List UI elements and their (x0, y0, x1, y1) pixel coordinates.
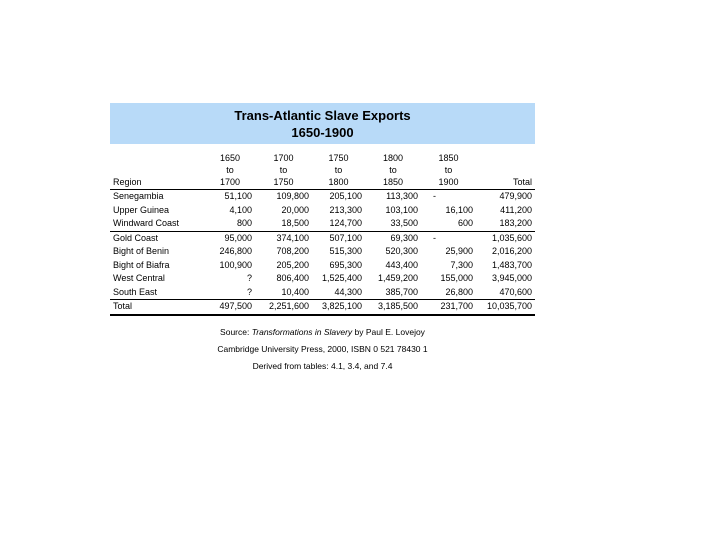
value-cell: - (433, 232, 436, 243)
value-cell: 806,400 (276, 273, 309, 284)
total-cell: 470,600 (499, 286, 532, 297)
table-row (110, 231, 535, 245)
value-cell: 16,100 (445, 204, 473, 215)
region-cell: Bight of Benin (113, 246, 170, 257)
value-cell: 7,300 (450, 259, 473, 270)
value-cell: 44,300 (334, 286, 362, 297)
region-cell: Senegambia (113, 191, 164, 202)
value-cell: 213,300 (329, 204, 362, 215)
value-cell: 113,300 (386, 191, 418, 202)
table-row (110, 190, 535, 204)
column-header-period-3: 1750 to 1800 (328, 153, 349, 187)
table-row (110, 217, 535, 231)
value-cell: 20,000 (281, 204, 309, 215)
value-cell: 374,100 (276, 232, 309, 243)
value-cell: 18,500 (281, 218, 309, 229)
table-row (110, 245, 535, 259)
column-header-total: Total (512, 177, 532, 187)
total-cell: 3,945,000 (491, 273, 532, 284)
value-cell: 100,900 (219, 259, 252, 270)
value-cell: 109,800 (276, 191, 309, 202)
region-cell: Windward Coast (113, 218, 180, 229)
value-cell: 515,300 (329, 246, 362, 257)
region-cell: Upper Guinea (113, 204, 170, 215)
total-cell: 1,035,600 (491, 232, 532, 243)
table-row (110, 259, 535, 273)
value-cell: 51,100 (224, 191, 252, 202)
region-cell: South East (113, 286, 158, 297)
total-cell: 183,200 (499, 218, 532, 229)
table-row (110, 272, 535, 286)
value-cell: 155,000 (440, 273, 473, 284)
column-header-region: Region (113, 177, 142, 187)
total-cell: 1,483,700 (491, 259, 532, 270)
value-cell: 497,500 (219, 301, 252, 312)
value-cell: 708,200 (276, 246, 309, 257)
column-header-period-1: 1650 to 1700 (219, 153, 241, 187)
value-cell: - (433, 191, 436, 202)
derived-from-line: Derived from tables: 4.1, 3.4, and 7.4 (252, 360, 393, 371)
region-cell: Bight of Biafra (113, 259, 170, 270)
title-band (110, 103, 535, 144)
value-cell: 231,700 (440, 301, 473, 312)
total-cell: 411,200 (500, 204, 532, 215)
table-body (110, 190, 535, 315)
total-cell: 479,900 (499, 191, 532, 202)
column-header-period-2: 1700 to 1750 (273, 153, 294, 187)
value-cell: 205,200 (276, 259, 309, 270)
value-cell: 4,100 (229, 204, 252, 215)
region-cell: West Central (113, 273, 165, 284)
value-cell: 33,500 (390, 218, 418, 229)
source-caption (110, 324, 535, 375)
value-cell: 385,700 (385, 286, 418, 297)
total-row (110, 300, 535, 315)
value-cell: ? (246, 273, 252, 284)
source-book-title: Transformations in Slavery (251, 326, 353, 337)
spreadsheet-table-area (110, 103, 535, 375)
value-cell: 800 (236, 218, 252, 229)
region-cell: Gold Coast (113, 232, 159, 243)
value-cell: 3,185,500 (377, 301, 418, 312)
value-cell: 25,900 (445, 246, 473, 257)
value-cell: 1,459,200 (377, 273, 418, 284)
value-cell: 95,000 (224, 232, 252, 243)
value-cell: 103,100 (385, 204, 418, 215)
value-cell: 124,700 (329, 218, 362, 229)
column-header-period-5: 1850 to 1900 (438, 153, 459, 187)
value-cell: 443,400 (385, 259, 418, 270)
total-label: Total (113, 301, 133, 312)
total-cell: 2,016,200 (491, 246, 532, 257)
value-cell: 695,300 (329, 259, 362, 270)
value-cell: 3,825,100 (321, 301, 362, 312)
value-cell: 10,400 (281, 286, 309, 297)
table-title: Trans-Atlantic Slave Exports (234, 108, 411, 123)
table-row (110, 286, 535, 300)
source-line: Source: Transformations in Slavery by Paul E. Lovejoy (220, 326, 425, 337)
value-cell: 69,300 (390, 232, 418, 243)
value-cell: 507,100 (329, 232, 362, 243)
grand-total-cell: 10,035,700 (486, 301, 532, 312)
publisher-line: Cambridge University Press, 2000, ISBN 0 521 78430 1 (217, 343, 428, 354)
value-cell: 246,800 (219, 246, 252, 257)
column-header-period-4: 1800 to 1850 (382, 153, 404, 187)
table-row (110, 204, 535, 218)
value-cell: 600 (457, 218, 473, 229)
table-subtitle-years: 1650-1900 (291, 125, 354, 140)
value-cell: ? (246, 286, 252, 297)
table-header (110, 152, 535, 190)
value-cell: 1,525,400 (321, 273, 362, 284)
slave-exports-table (110, 152, 535, 316)
value-cell: 205,100 (329, 191, 362, 202)
value-cell: 520,300 (385, 246, 418, 257)
value-cell: 26,800 (445, 286, 473, 297)
value-cell: 2,251,600 (268, 301, 309, 312)
